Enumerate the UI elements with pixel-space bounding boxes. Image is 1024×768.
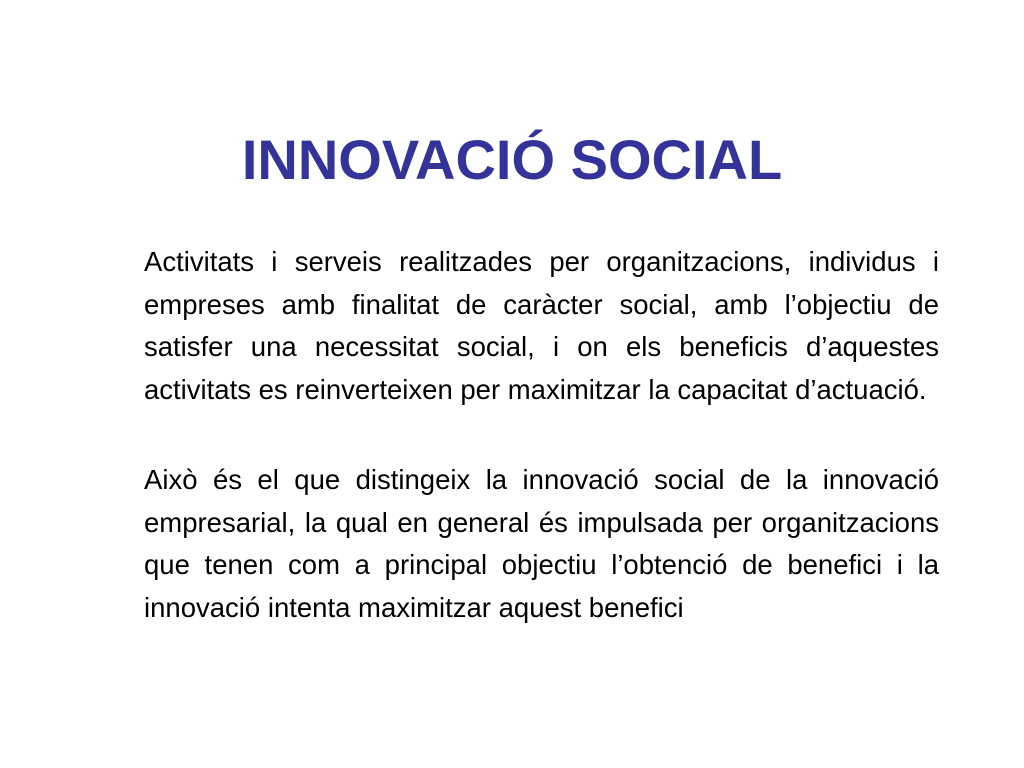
slide-body (144, 241, 939, 629)
slide-title: INNOVACIÓ SOCIAL (241, 128, 783, 191)
paragraph-definition: Activitats i serveis realitzades per organitzacions, individus i empreses amb finalitat de caràcter social, amb l’objectiu de satisfer una necessitat social, i on els beneficis d’aquestes activitats es reinverteixen per maximitzar la capacitat d’actuació. (144, 246, 939, 405)
paragraph-distinction: Això és el que distingeix la innovació social de la innovació empresarial, la qual en general és impulsada per organitzacions que tenen com a principal objectiu l’obtenció de benefici i la innovació intenta maximitzar aquest benefici (144, 464, 939, 623)
